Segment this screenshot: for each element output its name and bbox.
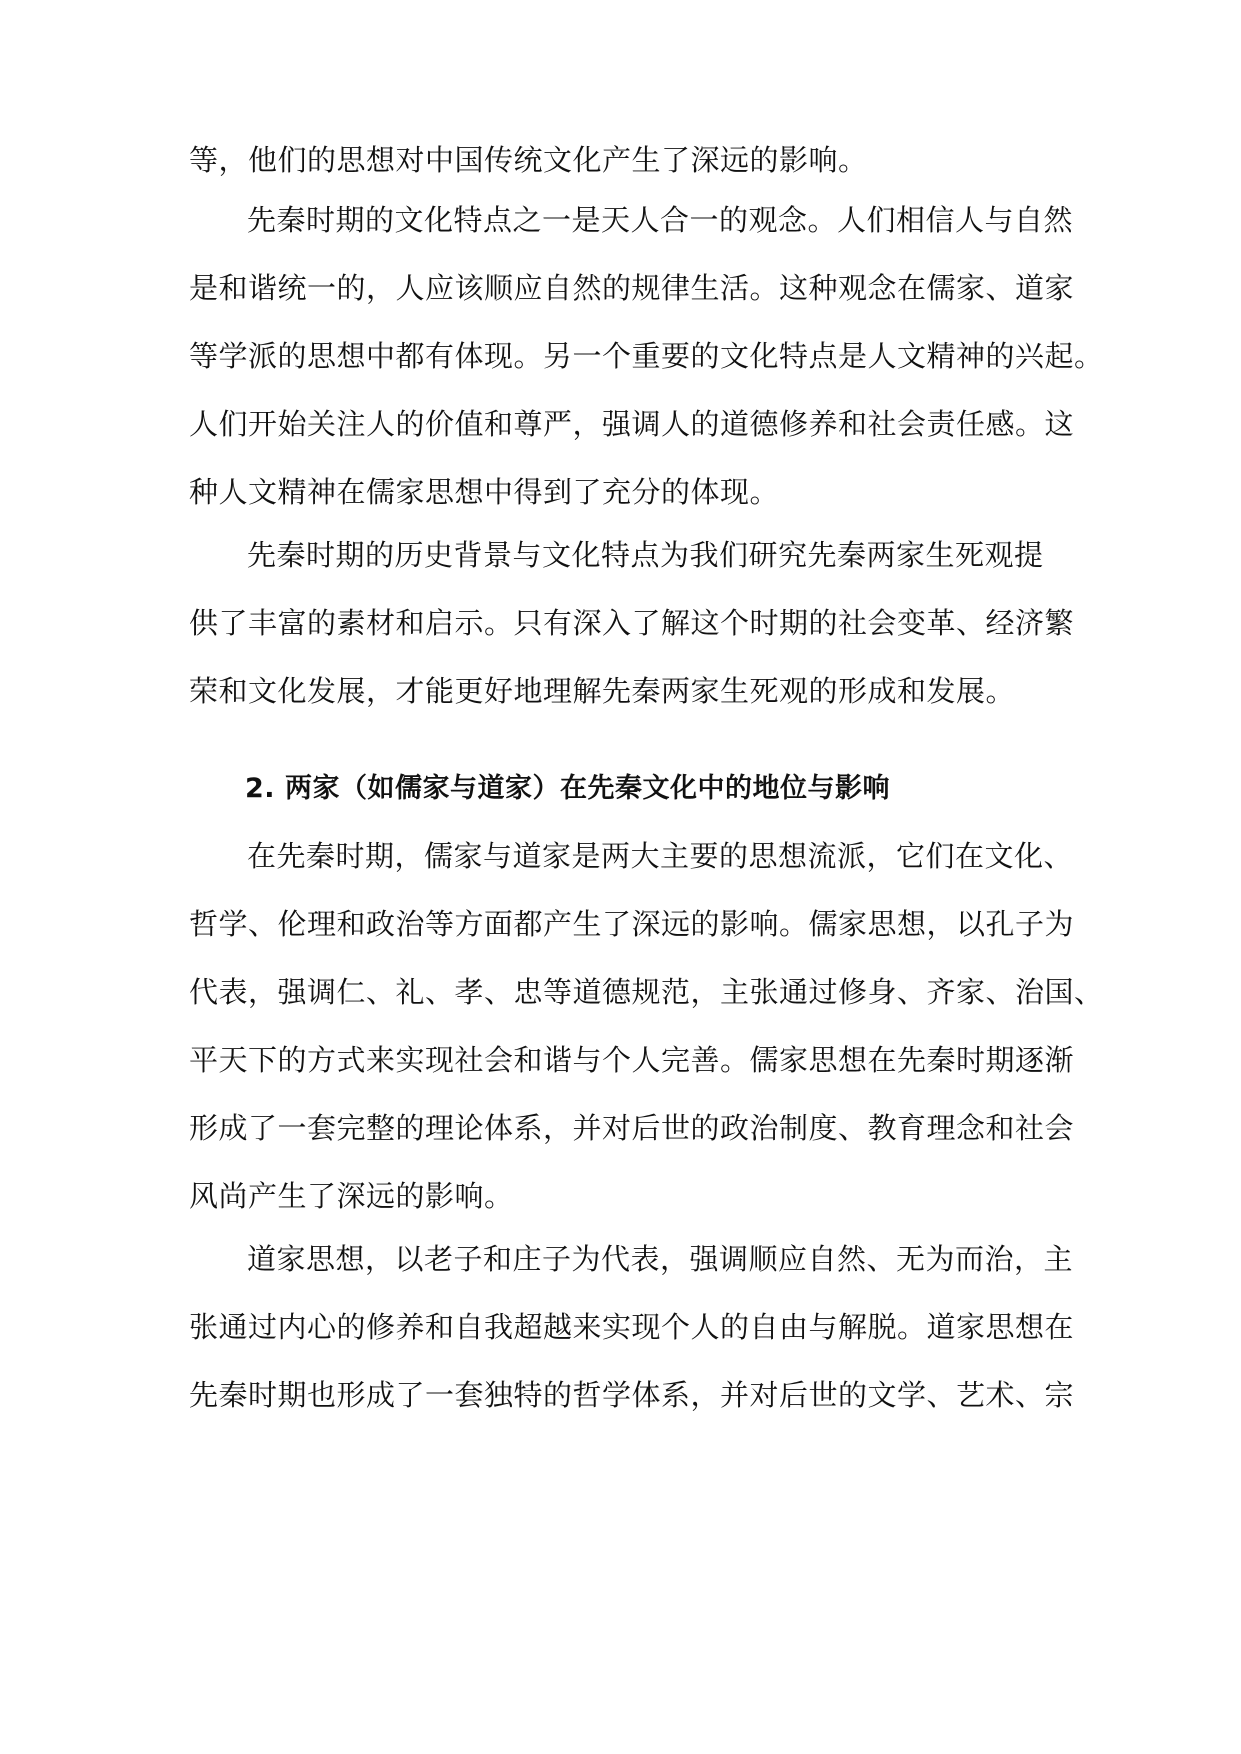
paragraph-line: 是和谐统一的，人应该顺应自然的规律生活。这种观念在儒家、道家 bbox=[189, 271, 1075, 305]
paragraph-line: 先秦时期的文化特点之一是天人合一的观念。人们相信人与自然 bbox=[247, 203, 1074, 237]
paragraph-line: 风尚产生了深远的影响。 bbox=[189, 1179, 514, 1213]
paragraph-line: 哲学、伦理和政治等方面都产生了深远的影响。儒家思想，以孔子为 bbox=[189, 907, 1075, 941]
paragraph-line: 荣和文化发展，才能更好地理解先秦两家生死观的形成和发展。 bbox=[189, 674, 1016, 708]
paragraph-line: 道家思想，以老子和庄子为代表，强调顺应自然、无为而治，主 bbox=[247, 1242, 1074, 1276]
section-heading: 2. 两家（如儒家与道家）在先秦文化中的地位与影响 bbox=[245, 773, 890, 804]
paragraph-line: 在先秦时期，儒家与道家是两大主要的思想流派，它们在文化、 bbox=[247, 839, 1074, 873]
paragraph-line: 供了丰富的素材和启示。只有深入了解这个时期的社会变革、经济繁 bbox=[189, 606, 1075, 640]
paragraph-line: 形成了一套完整的理论体系，并对后世的政治制度、教育理念和社会 bbox=[189, 1111, 1075, 1145]
paragraph-line: 张通过内心的修养和自我超越来实现个人的自由与解脱。道家思想在 bbox=[189, 1310, 1075, 1344]
paragraph-line: 等学派的思想中都有体现。另一个重要的文化特点是人文精神的兴起。 bbox=[189, 339, 1104, 373]
paragraph-line: 代表，强调仁、礼、孝、忠等道德规范，主张通过修身、齐家、治国、 bbox=[189, 975, 1104, 1009]
paragraph-line: 等，他们的思想对中国传统文化产生了深远的影响。 bbox=[189, 143, 868, 177]
paragraph-line: 先秦时期也形成了一套独特的哲学体系，并对后世的文学、艺术、宗 bbox=[189, 1378, 1075, 1412]
paragraph-line: 先秦时期的历史背景与文化特点为我们研究先秦两家生死观提 bbox=[247, 538, 1044, 572]
paragraph-line: 平天下的方式来实现社会和谐与个人完善。儒家思想在先秦时期逐渐 bbox=[189, 1043, 1075, 1077]
paragraph-line: 种人文精神在儒家思想中得到了充分的体现。 bbox=[189, 475, 780, 509]
paragraph-line: 人们开始关注人的价值和尊严，强调人的道德修养和社会责任感。这 bbox=[189, 407, 1075, 441]
